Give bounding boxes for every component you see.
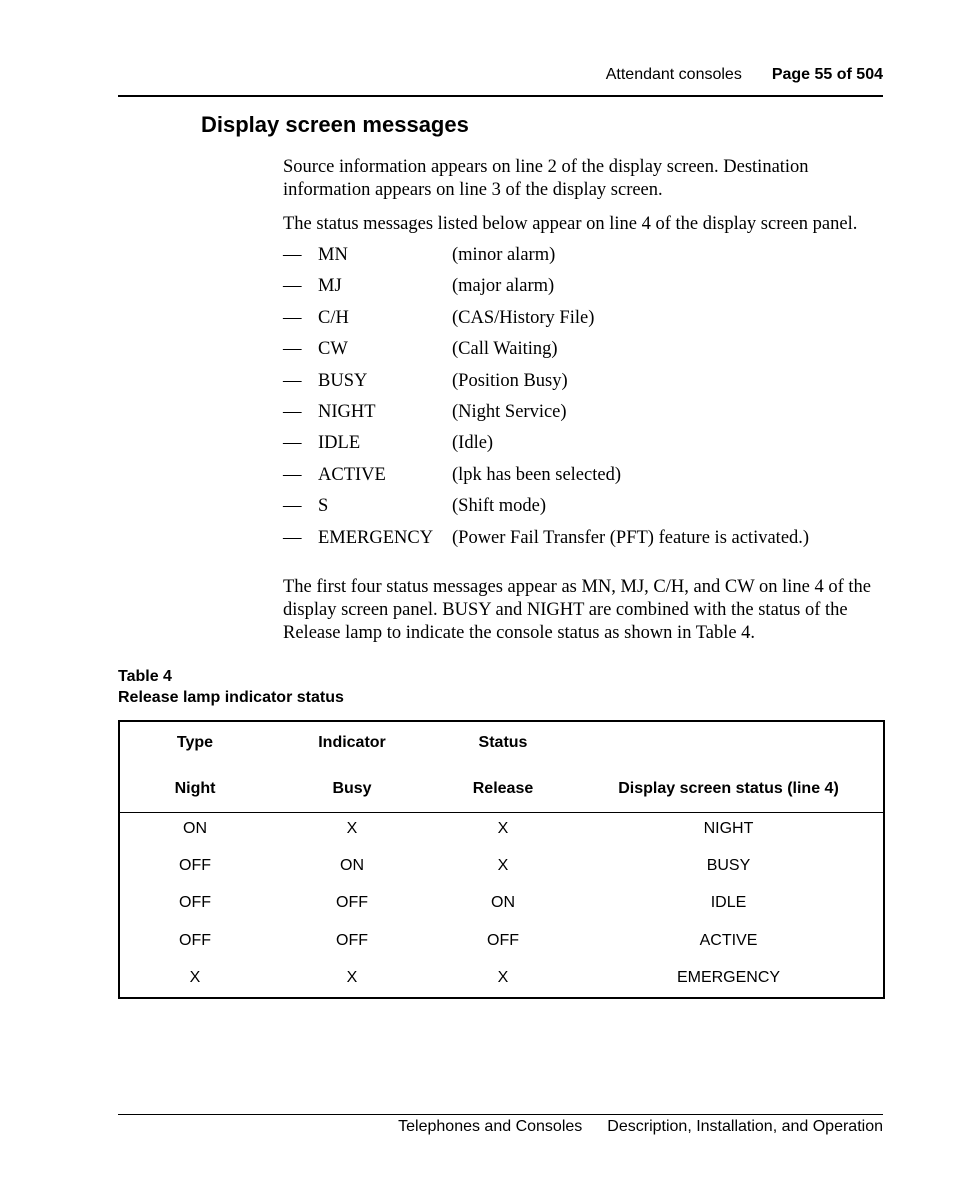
table-cell: OFF — [336, 932, 368, 949]
table-header-cell: Status — [478, 734, 528, 751]
status-description: (Call Waiting) — [452, 339, 558, 360]
table-cell: ACTIVE — [699, 932, 758, 949]
table-row — [120, 969, 883, 993]
status-list-item — [283, 245, 809, 276]
status-code: MJ — [318, 276, 342, 297]
list-dash: — — [283, 276, 302, 297]
status-intro-paragraph: The status messages listed below appear on line 4 of the display screen panel. — [283, 214, 858, 234]
status-list-item — [283, 528, 809, 559]
table-header-divider — [120, 812, 883, 813]
table-cell: OFF — [179, 932, 211, 949]
footer-book-title: Telephones and Consoles — [398, 1118, 583, 1135]
status-description: (Night Service) — [452, 401, 567, 422]
table-cell: X — [497, 969, 509, 986]
status-code: IDLE — [318, 433, 361, 454]
status-code: BUSY — [318, 370, 368, 391]
table-cell: OFF — [179, 894, 211, 911]
footer-divider — [118, 1114, 883, 1115]
table-row — [120, 820, 883, 844]
status-description: (Shift mode) — [452, 496, 547, 517]
list-dash: — — [283, 496, 302, 517]
status-list-item — [283, 276, 809, 307]
release-lamp-table — [118, 720, 885, 999]
table-cell: X — [497, 857, 509, 874]
table-reference-paragraph: The first four status messages appear as MN, MJ, C/H, and CW on line 4 of the display screen panel. BUSY and NIGHT are combined with the status of the Release lamp to indicate the console status as shown in Table 4. — [283, 577, 871, 643]
header-page-number: Page 55 of 504 — [771, 66, 883, 83]
list-dash: — — [283, 401, 302, 422]
status-code: ACTIVE — [318, 464, 386, 485]
status-list-item — [283, 496, 809, 527]
intro-paragraph: Source information appears on line 2 of the display screen. Destination information appears on line 3 of the display screen. — [283, 157, 809, 200]
list-dash: — — [283, 307, 302, 328]
status-list-item — [283, 339, 809, 370]
status-description: (minor alarm) — [452, 245, 556, 265]
status-description: (Position Busy) — [452, 370, 568, 391]
list-dash: — — [283, 370, 302, 391]
status-description: (CAS/History File) — [452, 307, 595, 328]
table-header-cell: Release — [472, 780, 534, 797]
status-code: S — [318, 496, 329, 517]
table-cell: BUSY — [706, 857, 751, 874]
table-caption — [118, 666, 344, 708]
footer-book-subtitle: Description, Installation, and Operation — [607, 1118, 883, 1135]
header-divider — [118, 95, 883, 97]
list-dash: — — [283, 433, 302, 454]
header-section-label: Attendant consoles — [605, 66, 742, 83]
list-dash: — — [283, 527, 302, 548]
table-cell: ON — [491, 894, 515, 911]
status-code: EMERGENCY — [318, 527, 434, 548]
status-list-item — [283, 308, 809, 339]
table-row — [120, 894, 883, 918]
table-cell: X — [346, 969, 358, 986]
status-list-item — [283, 371, 809, 402]
running-footer — [398, 1118, 883, 1136]
table-number: Table 4 — [118, 668, 172, 685]
table-header-cell: Type — [176, 734, 214, 751]
status-description: (major alarm) — [452, 276, 555, 297]
status-description: (Power Fail Transfer (PFT) feature is activated.) — [452, 527, 810, 548]
table-cell: X — [346, 820, 358, 837]
table-cell: ON — [340, 857, 364, 874]
status-message-list — [283, 245, 809, 559]
status-description: (Idle) — [452, 433, 494, 454]
status-list-item — [283, 433, 809, 464]
table-header-cell: Indicator — [318, 734, 386, 751]
table-cell: OFF — [179, 857, 211, 874]
list-dash: — — [283, 339, 302, 360]
status-code: CW — [318, 339, 348, 360]
running-header — [606, 66, 883, 84]
table-cell: X — [189, 969, 201, 986]
table-cell: ON — [183, 820, 207, 837]
status-code: MN — [318, 245, 348, 265]
table-cell: NIGHT — [703, 820, 754, 837]
table-row — [120, 857, 883, 881]
table-cell: IDLE — [710, 894, 747, 911]
list-dash: — — [283, 464, 302, 485]
status-code: C/H — [318, 307, 349, 328]
status-description: (lpk has been selected) — [452, 464, 621, 485]
table-row — [120, 932, 883, 956]
table-header-cell: Night — [174, 780, 216, 797]
table-title: Release lamp indicator status — [118, 689, 344, 706]
table-cell: OFF — [336, 894, 368, 911]
table-cell: OFF — [487, 932, 519, 949]
table-cell: X — [497, 820, 509, 837]
table-header-cell: Display screen status (line 4) — [618, 780, 839, 797]
table-cell: EMERGENCY — [676, 969, 781, 986]
table-header-cell: Busy — [332, 780, 372, 797]
status-list-item — [283, 402, 809, 433]
status-list-item — [283, 465, 809, 496]
list-dash: — — [283, 245, 302, 265]
status-code: NIGHT — [318, 401, 376, 422]
section-title: Display screen messages — [201, 112, 469, 137]
